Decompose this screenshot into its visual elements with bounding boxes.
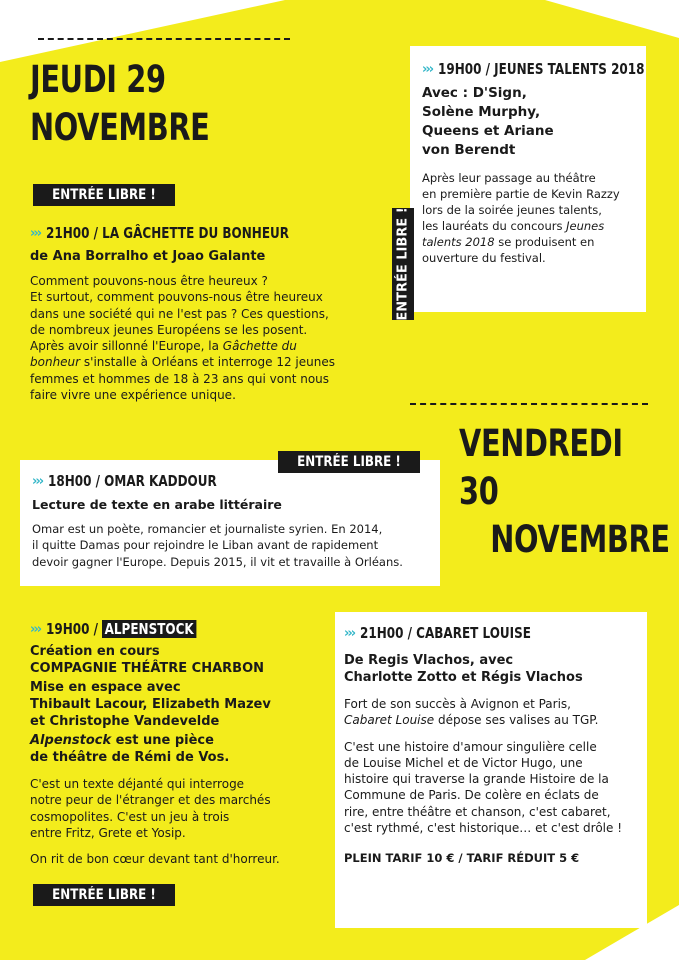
desc-line: femmes et hommes de 18 à 23 ans qui vont nous — [30, 371, 330, 386]
event-time-title: 18H00 / OMAR KADDOUR — [48, 472, 217, 490]
desc-line: devoir gagner l'Europe. Depuis 2015, il vit et travaille à Orléans. — [32, 554, 403, 569]
triple-chevron-icon: ››› — [32, 473, 43, 489]
triple-chevron-icon: ››› — [422, 61, 433, 77]
event-time: 19H00 / — [46, 620, 99, 638]
desc-line — [30, 354, 390, 370]
event-subtitle: Lecture de texte en arabe littéraire — [32, 497, 282, 512]
creation-info — [30, 643, 330, 677]
desc-emphasis: Gâchette du — [222, 339, 297, 354]
performer-line: Solène Murphy, — [422, 104, 541, 120]
desc-line: dans une société qui ne l'est pas ? Ces questions, — [30, 306, 329, 321]
desc-line: Et surtout, comment pouvons-nous être heureux — [30, 290, 323, 305]
desc-line: c'est rythmé, c'est historique… et c'est drôle ! — [344, 821, 622, 836]
event-time-title: 21H00 / LA GÂCHETTE DU BONHEUR — [46, 224, 290, 242]
thursday-title-line1: JEUDI 29 — [30, 58, 166, 101]
authors-line: De Regis Vlachos, avec — [344, 653, 514, 668]
thursday-title-line2: NOVEMBRE — [30, 106, 210, 149]
desc-emphasis: bonheur — [30, 355, 81, 370]
desc-line: histoire qui traverse la grande Histoire de la — [344, 772, 609, 787]
event-authors: de Ana Borralho et Joao Galante — [30, 249, 266, 264]
desc-line: lors de la soirée jeunes talents, — [422, 203, 602, 217]
triple-chevron-icon: ››› — [344, 625, 355, 641]
top-left-white-corner — [0, 0, 285, 62]
event-description — [32, 521, 428, 570]
day-title-friday — [459, 420, 670, 564]
creation-line: Création en cours — [30, 644, 160, 659]
event-header — [30, 620, 330, 638]
mise-en-espace — [30, 679, 330, 730]
card-jeunes-talents — [410, 46, 646, 312]
desc-line: faire vivre une expérience unique. — [30, 388, 236, 403]
desc-line: il quitte Damas pour rejoindre le Liban avant de rapidement — [32, 538, 379, 553]
badge-text: ENTRÉE LIBRE ! — [52, 887, 156, 903]
desc-text: se produisent en — [494, 235, 595, 249]
piece-description — [30, 732, 330, 766]
desc-line: Commune de Paris. De colère en éclats de — [344, 788, 599, 803]
free-entry-badge — [33, 184, 175, 206]
event-header — [32, 472, 428, 490]
desc-line: entre Fritz, Grete et Yosip. — [30, 825, 186, 840]
event-header — [344, 624, 638, 642]
dashed-divider-top — [38, 38, 290, 40]
piece-title: Alpenstock — [30, 733, 112, 748]
event-time-title — [46, 620, 196, 638]
day-title-thursday — [30, 56, 209, 152]
friday-title-line2: NOVEMBRE — [490, 518, 670, 561]
desc-line: ouverture du festival. — [422, 251, 546, 265]
free-entry-badge-vertical — [392, 208, 414, 320]
desc-line — [422, 234, 634, 250]
authors-line: Charlotte Zotto et Régis Vlachos — [344, 670, 583, 685]
closing-line: On rit de bon cœur devant tant d'horreur. — [30, 852, 280, 867]
desc-line: notre peur de l'étranger et des marchés — [30, 793, 271, 808]
event-header — [422, 60, 645, 78]
desc-line: Après leur passage au théâtre — [422, 171, 596, 185]
mise-line: Mise en espace avec — [30, 680, 181, 695]
triple-chevron-icon: ››› — [30, 621, 41, 637]
performer-line: Avec : D'Sign, — [422, 85, 527, 101]
desc-line: en première partie de Kevin Razzy — [422, 187, 620, 201]
card-cabaret-louise — [335, 612, 647, 928]
mise-line: et Christophe Vandevelde — [30, 714, 220, 729]
free-entry-badge — [278, 451, 420, 473]
desc-line — [344, 712, 638, 728]
event-time-title: 19H00 / JEUNES TALENTS 2018 — [438, 60, 645, 78]
desc-line — [30, 338, 390, 354]
desc-line: de Louise Michel et de Victor Hugo, une — [344, 755, 583, 770]
badge-text: ENTRÉE LIBRE ! — [395, 207, 411, 321]
desc-line: Fort de son succès à Avignon et Paris, — [344, 697, 571, 711]
desc-line: Comment pouvons-nous être heureux ? — [30, 274, 268, 288]
desc-text: dépose ses valises au TGP. — [434, 713, 599, 728]
event-alpenstock — [30, 620, 330, 867]
event-time-title: 21H00 / CABARET LOUISE — [360, 624, 532, 642]
event-authors — [344, 652, 638, 686]
event-gachette — [30, 224, 390, 403]
desc-emphasis: Jeunes — [566, 219, 605, 233]
badge-text: ENTRÉE LIBRE ! — [297, 454, 401, 470]
ticket-prices: PLEIN TARIF 10 € / TARIF RÉDUIT 5 € — [344, 851, 580, 866]
friday-title-line1: VENDREDI 30 — [459, 422, 623, 513]
performers — [422, 84, 634, 160]
desc-line: C'est une histoire d'amour singulière celle — [344, 739, 597, 754]
event-intro — [344, 696, 638, 729]
top-right-white-corner — [545, 0, 679, 38]
piece-line: de théâtre de Rémi de Vos. — [30, 750, 230, 765]
creation-line: COMPAGNIE THÉÂTRE CHARBON — [30, 661, 265, 676]
dashed-divider-middle — [410, 403, 648, 405]
event-title-highlight: ALPENSTOCK — [102, 620, 196, 638]
desc-line: rire, entre théâtre et chanson, c'est cabaret, — [344, 804, 611, 819]
desc-text: Après avoir sillonné l'Europe, la — [30, 339, 223, 354]
desc-line: C'est un texte déjanté qui interroge — [30, 777, 245, 791]
desc-emphasis: Cabaret Louise — [344, 713, 435, 728]
event-description — [30, 776, 330, 841]
event-description — [344, 739, 638, 837]
desc-text: s'installe à Orléans et interroge 12 jeunes — [80, 355, 335, 370]
event-header — [30, 224, 390, 242]
piece-text: est une pièce — [111, 733, 214, 748]
performer-line: von Berendt — [422, 142, 516, 158]
card-omar-kaddour — [20, 460, 440, 586]
event-description — [422, 170, 634, 266]
triple-chevron-icon: ››› — [30, 225, 41, 241]
free-entry-badge — [33, 884, 175, 906]
desc-line: de nombreux jeunes Européens se les posent. — [30, 322, 308, 337]
desc-line: cosmopolites. C'est un jeu à trois — [30, 809, 230, 824]
performer-line: Queens et Ariane — [422, 123, 554, 139]
piece-line — [30, 732, 330, 749]
desc-line — [422, 218, 634, 234]
desc-emphasis: talents 2018 — [422, 235, 495, 249]
desc-text: les lauréats du concours — [422, 219, 567, 233]
event-description — [30, 273, 390, 403]
mise-line: Thibault Lacour, Elizabeth Mazev — [30, 697, 271, 712]
desc-line: Omar est un poète, romancier et journaliste syrien. En 2014, — [32, 522, 383, 536]
badge-text: ENTRÉE LIBRE ! — [52, 187, 156, 203]
